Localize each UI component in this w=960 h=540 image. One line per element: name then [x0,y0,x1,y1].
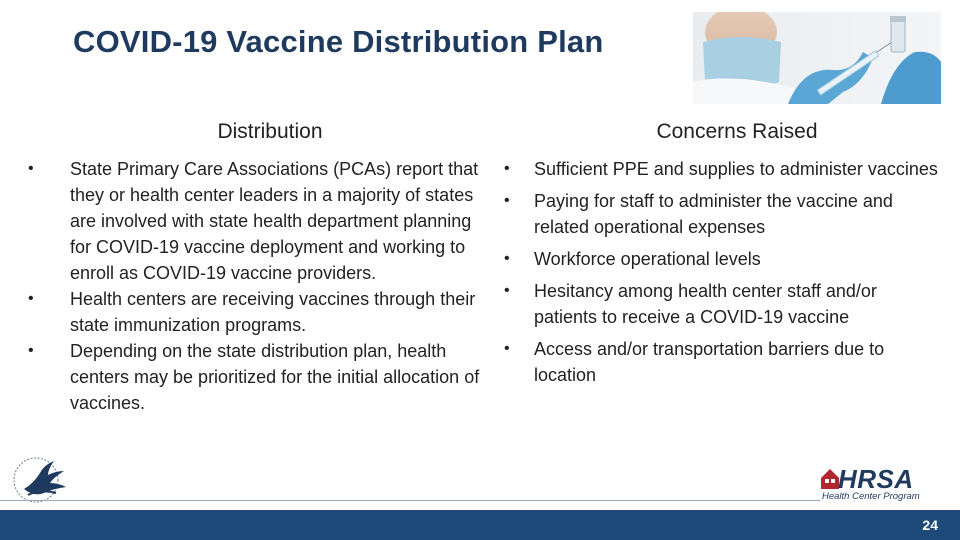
bullet-icon: • [28,342,34,359]
hrsa-logo [820,466,940,504]
page-number: 24 [922,517,938,533]
list-item [502,278,942,330]
list-item-text: Access and/or transportation barriers due to location [534,339,885,385]
list-item-text: Workforce operational levels [534,249,761,269]
list-item [502,336,942,388]
list-item-text: Sufficient PPE and supplies to administer vaccines [534,159,938,179]
bullet-icon: • [28,160,34,177]
footer-divider [0,500,820,501]
concerns-heading: Concerns Raised [656,120,818,143]
hrsa-wordmark: HRSA [838,464,914,494]
list-item [20,338,490,416]
concerns-column [502,120,942,394]
hrsa-subtitle: Health Center Program [822,491,920,502]
list-item [20,286,490,338]
list-item [502,246,942,272]
footer-bar [0,510,960,540]
list-item [502,156,942,182]
list-item-text: Health centers are receiving vaccines through their state immunization programs. [70,289,476,335]
list-item-text: Hesitancy among health center staff and/or patients to receive a COVID-19 vaccine [534,281,877,327]
list-item-text: Paying for staff to administer the vaccine and related operational expenses [534,191,893,237]
hrsa-house-icon [820,466,840,490]
list-item-text: State Primary Care Associations (PCAs) report that they or health center leaders in a majority of states are involved with state health department planning for COVID-19 vaccine deployment and working to enroll as COVID-19 vaccine providers. [70,159,479,283]
distribution-heading: Distribution [217,120,323,143]
vaccine-photo [693,12,941,104]
distribution-column [20,120,490,416]
bullet-icon: • [504,340,510,357]
distribution-list [20,156,490,416]
hhs-eagle-logo [10,455,72,505]
hhs-eagle-icon [10,455,72,505]
bullet-icon: • [504,250,510,267]
list-item [502,188,942,240]
bullet-icon: • [28,290,34,307]
bullet-icon: • [504,282,510,299]
list-item [20,156,490,286]
slide-title: COVID-19 Vaccine Distribution Plan [73,24,604,59]
bullet-icon: • [504,160,510,177]
concerns-list [502,156,942,388]
list-item-text: Depending on the state distribution plan, health centers may be prioritized for the initial allocation of vaccines. [70,341,480,413]
vaccine-photo-icon [693,12,941,104]
bullet-icon: • [504,192,510,209]
